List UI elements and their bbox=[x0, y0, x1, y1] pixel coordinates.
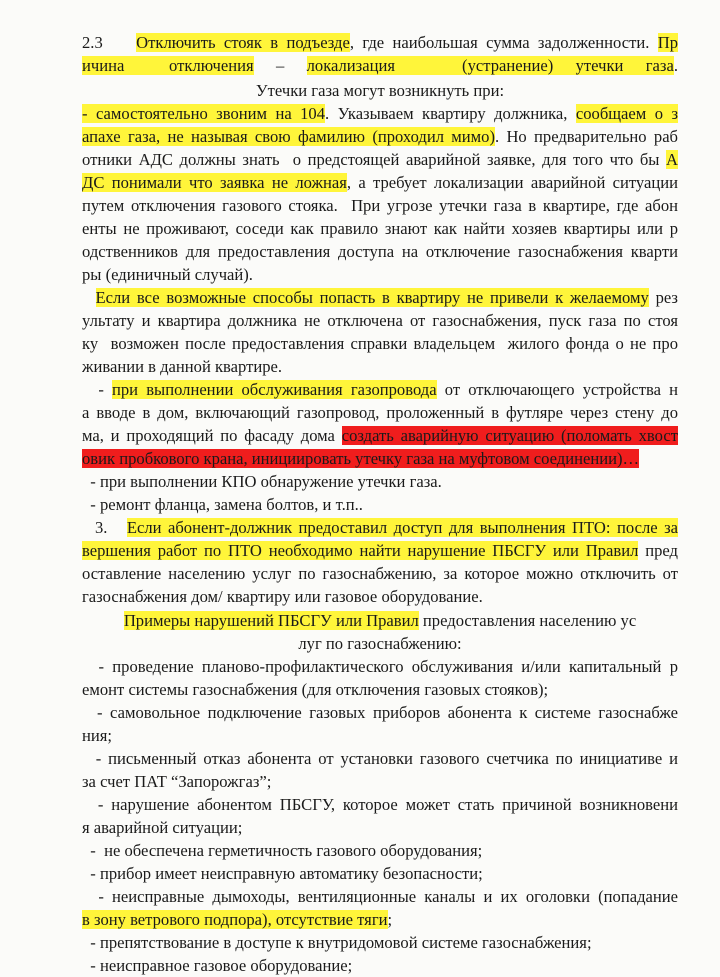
text-segment: путем отключения газового стояка. При угрозе утечки газа в квартире, где абон bbox=[82, 196, 678, 215]
text-segment: - нарушение абонентом ПБСГУ, которое может стать причиной возникновени bbox=[82, 795, 678, 814]
text-line bbox=[82, 172, 678, 194]
text-line bbox=[82, 471, 678, 493]
text-line bbox=[82, 955, 678, 977]
text-segment: ультату и квартира должника не отключена от газоснабжения, пуск газа по стоя bbox=[82, 311, 678, 330]
text-line bbox=[82, 725, 678, 747]
text-segment: ры (единичный случай). bbox=[82, 265, 253, 284]
text-segment: отники АДС должны знать о предстоящей аварийной заявке, для того что бы bbox=[82, 150, 667, 169]
text-segment: емонт системы газоснабжения (для отключения газовых стояков); bbox=[82, 680, 549, 699]
red-highlighted-text: овик пробкового крана, инициировать утечку газа на муфтовом соединении)… bbox=[82, 449, 640, 468]
text-line bbox=[82, 241, 678, 263]
text-line bbox=[82, 494, 678, 516]
text-segment: , а требует локализации аварийной ситуации bbox=[346, 173, 678, 192]
text-segment: от отключающего устройства н bbox=[436, 380, 678, 399]
text-line bbox=[82, 886, 678, 908]
yellow-highlighted-text: локализация (устранение) утечки газа bbox=[306, 56, 674, 75]
text-line bbox=[82, 771, 678, 793]
text-segment: Утечки газа могут возникнуть при: bbox=[255, 81, 505, 100]
text-line bbox=[82, 264, 678, 286]
text-segment: оставление населению услуг по газоснабжению, за которое можно отключить от bbox=[82, 564, 678, 583]
text-line bbox=[82, 356, 678, 378]
text-line bbox=[82, 287, 678, 309]
text-segment: - проведение планово-профилактического обслуживания и/или капитальный р bbox=[82, 657, 678, 676]
text-segment: 3. bbox=[82, 518, 127, 537]
text-line bbox=[82, 702, 678, 724]
text-line bbox=[82, 633, 678, 655]
text-segment: - при выполнении КПО обнаружение утечки газа. bbox=[82, 472, 442, 491]
text-line bbox=[82, 586, 678, 608]
text-segment: ; bbox=[387, 910, 393, 929]
text-line bbox=[82, 195, 678, 217]
text-line bbox=[82, 218, 678, 240]
yellow-highlighted-text: А bbox=[666, 150, 678, 169]
text-line bbox=[82, 748, 678, 770]
text-segment: ма, и проходящий по фасаду дома bbox=[82, 426, 342, 445]
text-line bbox=[82, 103, 678, 125]
red-highlighted-text: создать аварийную ситуацию (поломать хвост bbox=[341, 426, 678, 445]
yellow-highlighted-text: - самостоятельно звоним на 104 bbox=[82, 104, 326, 123]
text-segment: газоснабжения дом/ квартиру или газовое оборудование. bbox=[82, 587, 483, 606]
text-segment: - не обеспечена герметичность газового оборудования; bbox=[82, 841, 483, 860]
yellow-highlighted-text: апахе газа, не называя свою фамилию (проходил мимо) bbox=[82, 127, 495, 146]
yellow-highlighted-text: сообщаем о з bbox=[575, 104, 678, 123]
text-line bbox=[82, 932, 678, 954]
text-line bbox=[82, 540, 678, 562]
text-line bbox=[82, 149, 678, 171]
text-segment: . Но предварительно раб bbox=[495, 127, 678, 146]
text-segment: одственников для предоставления доступа на отключение газоснабжения кварти bbox=[82, 242, 678, 261]
text-segment: предоставления населению ус bbox=[418, 611, 637, 630]
text-line bbox=[82, 863, 678, 885]
text-line bbox=[82, 517, 678, 539]
yellow-highlighted-text: ДС понимали что заявка не ложная bbox=[82, 173, 347, 192]
text-line bbox=[82, 817, 678, 839]
text-line bbox=[82, 563, 678, 585]
text-segment: пред bbox=[638, 541, 678, 560]
text-line bbox=[82, 909, 678, 931]
text-segment: я аварийной ситуации; bbox=[82, 818, 243, 837]
text-segment: - самовольное подключение газовых приборов абонента к системе газоснабже bbox=[82, 703, 678, 722]
text-line bbox=[82, 55, 678, 77]
yellow-highlighted-text: Если все возможные способы попасть в квартиру не привели к желаемому bbox=[95, 288, 649, 307]
text-segment: за счет ПАТ “Запорожгаз”; bbox=[82, 772, 272, 791]
yellow-highlighted-text: вершения работ по ПТО необходимо найти нарушение ПБСГУ или Правил bbox=[82, 541, 639, 560]
text-segment: , где наибольшая сумма задолженности. bbox=[349, 33, 658, 52]
yellow-highlighted-text: при выполнении обслуживания газопровода bbox=[112, 380, 437, 399]
text-segment: живании в данной квартире. bbox=[82, 357, 283, 376]
text-line bbox=[82, 379, 678, 401]
text-line bbox=[82, 333, 678, 355]
yellow-highlighted-text: Примеры нарушений ПБСГУ или Правил bbox=[123, 611, 419, 630]
text-segment: ния; bbox=[82, 726, 113, 745]
text-segment: - неисправное газовое оборудование; bbox=[82, 956, 353, 975]
text-line bbox=[82, 610, 678, 632]
text-segment: - прибор имеет неисправную автоматику безопасности; bbox=[82, 864, 483, 883]
text-segment: - письменный отказ абонента от установки газового счетчика по инициативе и bbox=[82, 749, 678, 768]
text-line bbox=[82, 126, 678, 148]
text-segment: . Указываем квартиру должника, bbox=[325, 104, 576, 123]
text-segment: - ремонт фланца, замена болтов, и т.п.. bbox=[82, 495, 363, 514]
text-segment bbox=[82, 288, 96, 307]
yellow-highlighted-text: в зону ветрового подпора), отсутствие тяги bbox=[82, 910, 388, 929]
text-segment: 2.3 bbox=[82, 33, 137, 52]
yellow-highlighted-text: Отключить стояк в подъезде bbox=[136, 33, 350, 52]
text-line bbox=[82, 80, 678, 102]
text-line bbox=[82, 448, 678, 470]
text-line bbox=[82, 794, 678, 816]
text-segment: рез bbox=[648, 288, 678, 307]
text-line bbox=[82, 310, 678, 332]
text-segment: а вводе в дом, включающий газопровод, проложенный в футляре через стену до bbox=[82, 403, 678, 422]
text-line bbox=[82, 840, 678, 862]
text-segment: ку возможен после предоставления справки владельцем жилого фонда о не про bbox=[82, 334, 678, 353]
yellow-highlighted-text: Пр bbox=[657, 33, 678, 52]
text-segment: луг по газоснабжению: bbox=[298, 634, 462, 653]
text-line bbox=[82, 402, 678, 424]
text-segment: енты не проживают, соседи как правило знают как найти хозяев квартиры или р bbox=[82, 219, 678, 238]
yellow-highlighted-text: ичина отключения bbox=[82, 56, 254, 75]
text-segment: - bbox=[82, 380, 112, 399]
text-segment: . bbox=[673, 56, 678, 75]
text-segment: – bbox=[253, 56, 307, 75]
text-line bbox=[82, 425, 678, 447]
text-segment: - препятствование в доступе к внутридомовой системе газоснабжения; bbox=[82, 933, 592, 952]
text-segment: - неисправные дымоходы, вентиляционные каналы и их оголовки (попадание bbox=[82, 887, 678, 906]
text-line bbox=[82, 656, 678, 678]
yellow-highlighted-text: Если абонент-должник предоставил доступ для выполнения ПТО: после за bbox=[126, 518, 678, 537]
text-line bbox=[82, 679, 678, 701]
text-line bbox=[82, 32, 678, 54]
